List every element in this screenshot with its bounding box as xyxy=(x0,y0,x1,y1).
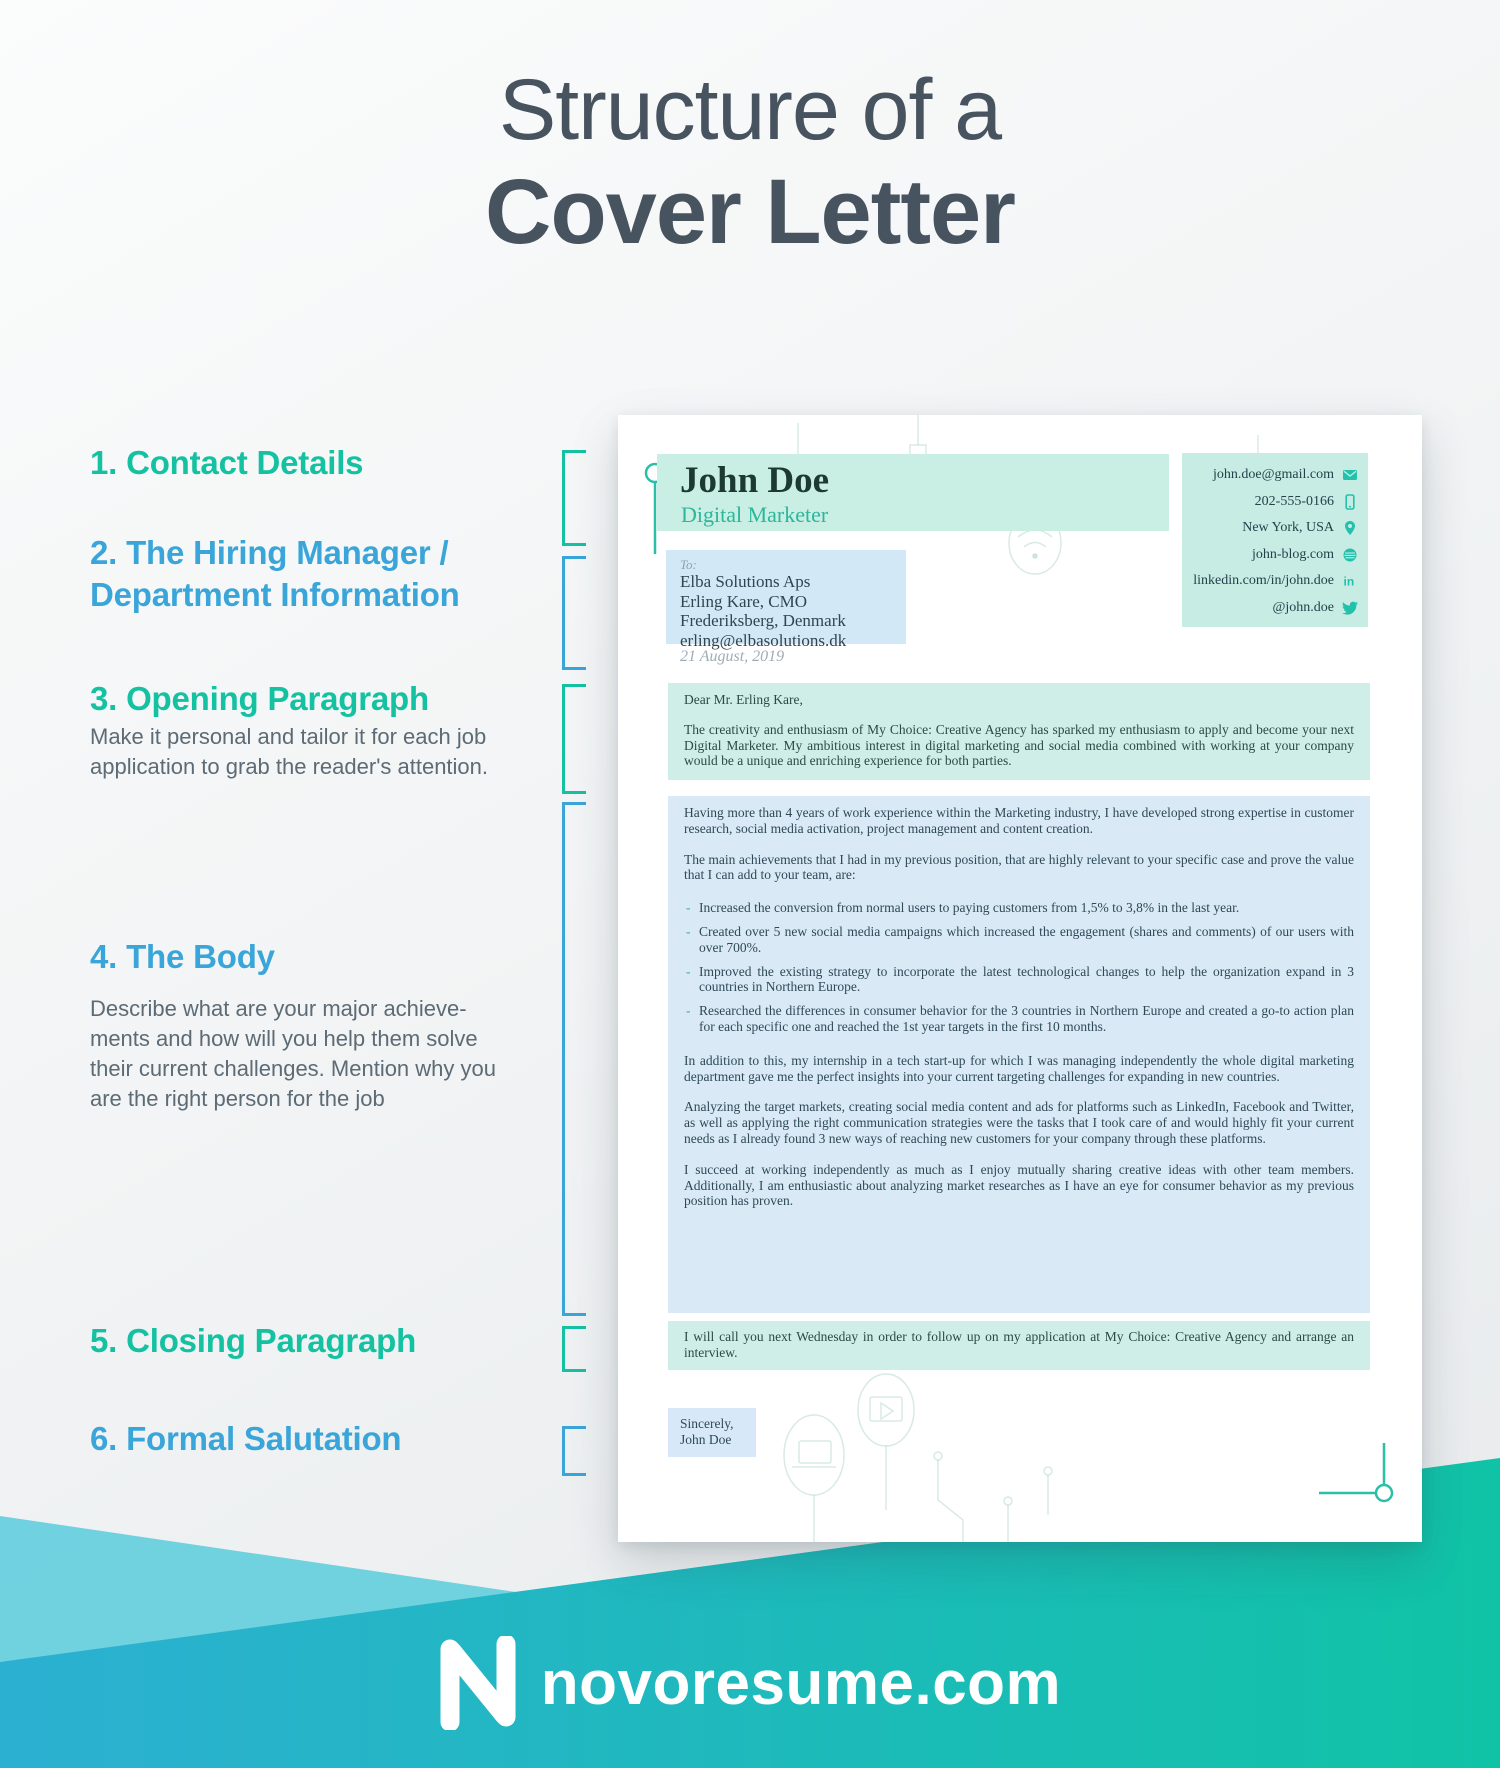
page-title xyxy=(0,60,1500,264)
bracket-opening-paragraph xyxy=(562,684,586,794)
to-label: To: xyxy=(680,557,697,572)
section-text: Formal Salutation xyxy=(126,1420,402,1457)
greeting-line: Dear Mr. Erling Kare, xyxy=(684,692,803,707)
closing-paragraph-text: I will call you next Wednesday in order to follow up on my application at My Choice: Creative Agency and arrange an interview. xyxy=(684,1329,1354,1360)
phone-icon xyxy=(1342,494,1358,510)
section-text: Opening Paragraph xyxy=(126,680,429,717)
contact-location: New York, USA xyxy=(1242,520,1334,536)
formal-salutation-box xyxy=(668,1408,756,1457)
recipient-box xyxy=(666,550,906,650)
bracket-hiring-manager xyxy=(562,556,586,670)
cover-letter-document xyxy=(618,415,1422,1542)
applicant-role: Digital Marketer xyxy=(681,502,829,527)
section-text: The Hiring Manager / Department Information xyxy=(90,534,460,613)
achievement-item: - Increased the conversion from normal users to paying customers from 1,5% to 3,8% in the last year. xyxy=(684,900,1354,916)
title-line-2: Cover Letter xyxy=(485,161,1015,263)
section-number: 5. xyxy=(90,1322,118,1359)
achievement-list xyxy=(684,900,1354,1035)
contact-details-box xyxy=(1182,453,1368,627)
opening-paragraph-box xyxy=(668,683,1370,780)
contact-row-email xyxy=(1182,462,1358,489)
body-paragraph-1: Having more than 4 years of work experience within the Marketing industry, I have developed strong expertise in customer research, social media activation, project management and content creation. xyxy=(684,805,1354,836)
section-text: Contact Details xyxy=(126,444,364,481)
section-desc-opening: Make it personal and tailor it for each job application to grab the reader's attention. xyxy=(90,724,489,779)
opening-paragraph-text: The creativity and enthusiasm of My Choice: Creative Agency has sparked my enthusiasm to apply and become your next Digital Marketer. My ambitious interest in digital marketing and social media combined with working at your company would be a unique and enriching experience for both parties. xyxy=(684,721,1354,769)
section-number: 4. xyxy=(90,938,118,975)
website-icon xyxy=(1342,547,1358,563)
twitter-icon xyxy=(1342,600,1358,616)
novoresume-logo xyxy=(0,1636,1500,1730)
body-paragraphs-box xyxy=(668,796,1370,1313)
achievement-item: - Created over 5 new social media campaigns which increased the engagement (shares and comments) of our users with over 700%. xyxy=(684,924,1354,956)
title-line-1: Structure of a xyxy=(498,62,1002,158)
svg-text:in: in xyxy=(1343,574,1355,589)
body-paragraph-2: The main achievements that I had in my previous position, that are highly relevant to your specific case and prove the value that I can add to your team, are: xyxy=(684,851,1354,883)
novoresume-n-icon xyxy=(439,1636,517,1730)
section-label-closing-paragraph xyxy=(90,1320,416,1362)
salutation-line-1: Sincerely, xyxy=(680,1416,734,1431)
contact-linkedin: linkedin.com/in/john.doe xyxy=(1193,573,1334,589)
contact-row-website xyxy=(1182,542,1358,569)
section-label-hiring-manager xyxy=(90,532,575,616)
recipient-location: Frederiksberg, Denmark xyxy=(680,611,846,630)
body-paragraph-5: I succeed at working independently as much as I enjoy mutually sharing creative ideas with other team members. Additionally, I am enthusiastic about analyzing market researches as I have an eye for consumer behavior as my previous position has proven. xyxy=(684,1161,1354,1209)
contact-row-location xyxy=(1182,515,1358,542)
letter-date: 21 August, 2019 xyxy=(680,648,785,665)
section-label-contact-details xyxy=(90,442,363,484)
recipient-company: Elba Solutions Aps xyxy=(680,572,811,591)
salutation-line-2: John Doe xyxy=(680,1432,732,1447)
section-text: The Body xyxy=(126,938,275,975)
achievement-item: - Researched the differences in consumer behavior for the 3 countries in Northern Europe and created a go-to action plan for each specific one and reached the 1st year targets in the first 10 months. xyxy=(684,1003,1354,1035)
contact-row-linkedin xyxy=(1182,568,1358,595)
section-label-opening-paragraph xyxy=(90,678,429,720)
closing-paragraph-box xyxy=(668,1321,1370,1370)
section-desc-body: Describe what are your major achieve-ments and how will you help them solve their current challenges. Mention why you are the right person for the job xyxy=(90,996,496,1111)
section-text: Closing Paragraph xyxy=(126,1322,417,1359)
circuit-node-bottom-icon xyxy=(1376,1485,1392,1501)
bracket-the-body xyxy=(562,802,586,1316)
section-number: 3. xyxy=(90,680,118,717)
recipient-person: Erling Kare, CMO xyxy=(680,591,808,611)
section-label-the-body xyxy=(90,936,275,978)
linkedin-icon xyxy=(1342,573,1358,589)
contact-twitter: @john.doe xyxy=(1272,599,1334,615)
contact-row-twitter xyxy=(1182,595,1358,622)
location-icon xyxy=(1342,520,1358,536)
brand-wordmark: novoresume.com xyxy=(540,1648,1062,1718)
contact-phone: 202-555-0166 xyxy=(1254,493,1334,509)
applicant-name: John Doe xyxy=(680,460,830,501)
bracket-closing-paragraph xyxy=(562,1326,586,1372)
body-paragraph-3: In addition to this, my internship in a tech start-up for which I was managing independently the whole digital marketing department gave me the perfect insights into your current targeting challenges for expanding in new countries. xyxy=(684,1052,1354,1084)
section-number: 2. xyxy=(90,534,118,571)
section-number: 6. xyxy=(90,1420,118,1457)
bracket-contact-details xyxy=(562,450,586,546)
section-number: 1. xyxy=(90,444,118,481)
recipient-email: erling@elbasolutions.dk xyxy=(680,630,847,650)
contact-email: john.doe@gmail.com xyxy=(1213,467,1334,483)
mail-icon xyxy=(1342,467,1358,483)
contact-website: john-blog.com xyxy=(1251,546,1334,562)
body-paragraph-4: Analyzing the target markets, creating social media content and ads for platforms such as LinkedIn, Facebook and Twitter, as well as applying the right communication strategies were the tasks that I took care of and would highly fit your current needs as I already found 3 new ways of reaching new customers for your company through these platforms. xyxy=(684,1099,1354,1146)
achievement-item: - Improved the existing strategy to incorporate the latest technological changes to help the organization expand in 3 countries in Northern Europe. xyxy=(684,964,1354,996)
contact-row-phone xyxy=(1182,489,1358,516)
